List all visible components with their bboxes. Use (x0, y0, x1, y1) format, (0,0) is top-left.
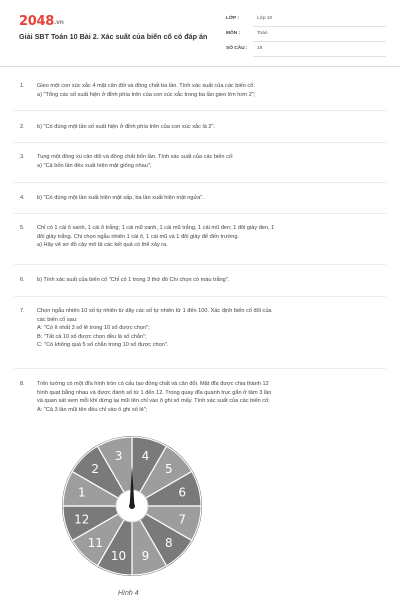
question-number: 8. (20, 381, 25, 387)
question-line: Trên tường có một đĩa hình tròn có cấu tạo đồng chất và cân đối. Mặt đĩa được chia thành 12 (37, 381, 269, 387)
document-header (0, 0, 400, 67)
question-text (37, 276, 382, 285)
question-number: 5. (20, 225, 25, 231)
wheel-sector-label: 12 (74, 512, 90, 527)
question-number: 4. (20, 195, 25, 201)
question-divider (14, 213, 386, 214)
wheel-axis (129, 503, 135, 509)
question-divider (14, 182, 386, 183)
wheel-sector-label: 7 (178, 512, 187, 527)
question-line: a) Hãy vẽ sơ đồ cây mô tả các kết quả có thể xảy ra. (37, 242, 168, 249)
question-line: và quan sát xem mỗi khi dừng lại mũi tên chỉ vào ô ghi số mấy. Tính xác suất của các biến cố: (37, 398, 270, 405)
question-number: 3. (20, 154, 25, 160)
question-line: A: "Cả 3 lần mũi tên đều chỉ vào ô ghi số lẻ"; (37, 406, 148, 413)
question-line: đôi giày trắng. Chị chọn ngẫu nhiên 1 cái ô, 1 cái mũ và 1 đôi giày để đến trường. (37, 233, 240, 240)
question-text (37, 307, 382, 350)
question-line: C: "Có không quá 5 số chẵn trong 10 số được chọn". (37, 342, 169, 349)
meta-subject (226, 28, 386, 42)
question-text (37, 224, 382, 250)
question-text (37, 82, 382, 99)
wheel-sector-label: 5 (164, 462, 173, 477)
question-number: 6. (20, 277, 25, 283)
wheel-sector-label: 3 (114, 448, 123, 463)
question-line: a) "Cả bốn lần đều xuất hiện mặt giống nhau"; (37, 162, 152, 169)
logo-text: 2048 (19, 14, 54, 29)
question-line: a) "Tổng các số xuất hiện ở đỉnh phía trên của con xúc xắc trong ba lần gieo lớn hơn 2"; (37, 91, 256, 98)
wheel-sector-label: 11 (87, 535, 103, 550)
question-text (37, 380, 382, 414)
question-number: 1. (20, 83, 25, 89)
question-line: Tung một đồng xu cân đối và đồng chất bốn lần. Tính xác suất của các biến cố: (37, 154, 234, 160)
question-divider (14, 264, 386, 265)
wheel-sector-label: 9 (141, 549, 150, 564)
question-text (37, 123, 382, 132)
site-logo[interactable] (19, 14, 64, 29)
meta-class-label: LỚP : (226, 16, 240, 21)
wheel-sector-label: 1 (77, 485, 86, 500)
figure-caption: Hình 4 (118, 590, 139, 597)
meta-count-label: SỐ CÂU : (226, 46, 248, 51)
wheel-sector-label: 10 (110, 549, 127, 564)
meta-class (226, 13, 386, 27)
meta-divider (253, 56, 386, 57)
question-number: 7. (20, 308, 25, 314)
meta-subject-value: Toán (257, 31, 268, 36)
wheel-sector-label: 2 (91, 462, 100, 477)
question-divider (14, 142, 386, 143)
wheel-sector-label: 8 (164, 535, 173, 550)
question-line: B: "Tất cả 10 số được chọn đều là số chẵn"; (37, 333, 147, 340)
question-line: Chọn ngẫu nhiên 10 số tự nhiên từ dãy các số tự nhiên từ 1 đến 100. Xác định biến cố đối của (37, 308, 272, 314)
question-text (37, 153, 382, 170)
spinning-wheel-figure (57, 430, 207, 582)
wheel-sector-label: 4 (141, 448, 150, 463)
meta-divider (253, 26, 386, 27)
question-text (37, 194, 382, 203)
question-number: 2. (20, 124, 25, 130)
meta-class-value: Lớp 10 (257, 16, 273, 21)
document-title: Giải SBT Toán 10 Bài 2. Xác suất của biến cố có đáp án (19, 32, 208, 41)
logo-suffix: .vn (53, 19, 64, 26)
meta-count-value: 19 (257, 46, 263, 51)
question-line: b) Tính xác suất của biến cố "Chỉ có 1 trong 3 thứ đồ Chi chọn có màu trắng". (37, 277, 230, 283)
question-line: b) "Có đúng một lần số xuất hiện ở đỉnh phía trên của con xúc xắc là 2". (37, 124, 216, 130)
question-divider (14, 110, 386, 111)
question-line: Gieo một con xúc xắc 4 mặt cân đối và đồng chất ba lần. Tính xác suất của các biến cố: (37, 83, 255, 89)
question-divider (14, 368, 386, 369)
meta-subject-label: MÔN : (226, 31, 241, 36)
question-line: các biến cố sau: (37, 316, 78, 323)
question-line: b) "Có đúng một lần xuất hiện mặt sấp, ba lần xuất hiện mặt ngửa". (37, 195, 204, 201)
meta-divider (253, 41, 386, 42)
meta-count (226, 43, 386, 57)
wheel-sector-label: 6 (178, 485, 187, 500)
question-line: A: "Có ít nhất 3 số lẻ trong 10 số được chọn"; (37, 325, 150, 332)
question-divider (14, 296, 386, 297)
question-line: hình quạt bằng nhau và được đánh số từ 1 đến 12. Trong quay đĩa quanh trục gắn ở tâm 3 lần (37, 389, 272, 396)
question-line: Chỉ có 1 cái ô xanh, 1 cái ô trắng; 1 cái mũ xanh, 1 cái mũ trắng, 1 cái mũ đen; 1 đôi giày đen, 1 (37, 225, 275, 231)
